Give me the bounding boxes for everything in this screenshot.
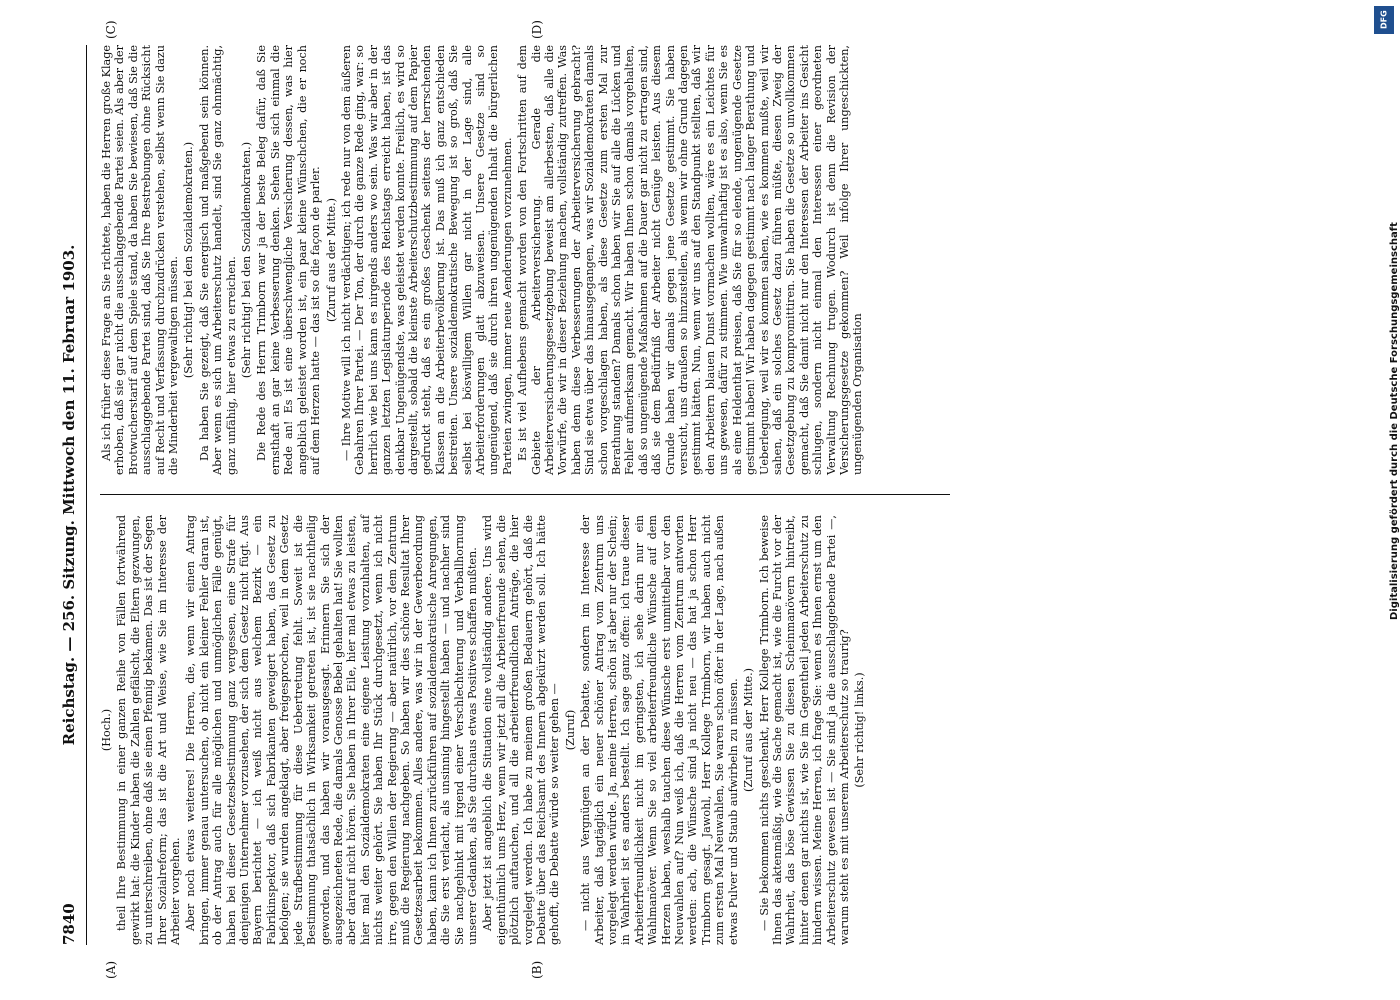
paragraph: — Ihre Motive will ich nicht verdächtigen; ich rede nur von dem äußeren Gebahren Ihrer Partei. — Der Ton, der durch die ganze Rede ging, war: so herrlich wie bei uns kann es nirgends anders wo sein. Was wir aber in der ganzen letzten Legislaturperiode des Reichstags erreicht haben, ist das denkbar Ungenügendste, was geleistet werden konnte. Freilich, es wird so dargestellt, sobald die kleinste Arbeiterschutzbestimmung auf dem Papier gedruckt steht, daß es ein großes Geschenk seitens der herrschenden Klassen an die Arbeiterbevölkerung ist. Das muß ich ganz entschieden bestreiten. Unsere sozialdemokratische Bewegung ist so groß, daß Sie selbst bei böswilligem Willen gar nicht in der Lage sind, alle Arbeiterforderungen glatt abzuweisen. Unsere Gesetze sind so ungenügend, daß sie durch ihren ungenügenden Inhalt die bürgerlichen Parteien zwingen, immer neue Aenderungen vorzunehmen. [339, 45, 514, 475]
paragraph: (Zuruf) [563, 709, 577, 751]
paragraph: theil Ihre Bestimmung in einer ganzen Reihe von Fällen fortwährend gewirkt hat: die Kinder haben die Zahlen gefälscht, die Eltern gezwungen, zu unterschreiben, ohne daß sie einen Pfennig bekamen. Das ist der Segen Ihrer Sozialreform; das ist die Art und Weise, wie Sie im Interesse der Arbeiter vorgehen. [115, 515, 183, 945]
margin-marker-a: (A) [104, 960, 118, 979]
margin-marker-b: (B) [530, 960, 544, 979]
page-content [60, 20, 1300, 979]
paragraph: — Sie bekommen nichts geschenkt, Herr Kollege Trimborn. Ich beweise Ihnen das aktenmäßig, wie die Sache gemacht ist, wie die Furcht vor der Wahrheit, das böse Gewissen Sie zu diesen Scheinmanövern hintreibt, hinter denen gar nichts ist, wie Sie im Gegentheil jeden Arbeiterschutz zu hindern wissen. Meine Herren, ich frage Sie: wenn es Ihnen ernst um den Arbeiterschutz gewesen ist — Sie sind ja die ausschlaggebende Partei —, warum steht es mit unserem Arbeiterschutz so traurig? [757, 515, 851, 945]
credit-text: Digitalisierung gefördert durch die Deutsche Forschungsgemeinschaft [1389, 222, 1400, 620]
page-number: 7840 [60, 903, 78, 945]
paragraph: Die Rede des Herrn Trimborn war ja der beste Beleg dafür, daß Sie ernsthaft an gar keine Verbesserung denken. Sehen Sie sich einmal die Rede an! Es ist eine überschwengliche Versicherung dessen, was hier angeblich geleistet worden ist, ein paar kleine Wünschchen, die er noch auf dem Herzen hatte — das ist so die façon de parler. [255, 45, 323, 475]
margin-marker-d: (D) [530, 20, 544, 39]
paragraph: Als ich früher diese Frage an Sie richtete, haben die Herren große Klage erhoben, daß sie gar nicht die ausschlaggebende Partei seien. Als aber der Brotwucherstarif auf dem Spiele stand, da haben Sie bewiesen, daß Sie die ausschlaggebende Partei sind, daß Sie Ihre Bestrebungen ohne Rücksicht auf Recht und Verfassung durchzudrücken verstehen, selbst wenn Sie dazu die Minderheit vergewaltigen müssen. [100, 45, 181, 475]
running-title: Reichstag. — 256. Sitzung. Mittwoch den 11. Februar 1903. [60, 244, 78, 746]
paragraph: (Hoch.) [100, 708, 113, 752]
margin-marker-c: (C) [104, 20, 118, 39]
paragraph: (Sehr richtig! bei den Sozialdemokraten.) [182, 141, 196, 379]
paragraph: (Sehr richtig! links.) [853, 672, 867, 788]
paragraph: (Zuruf aus der Mitte.) [324, 197, 338, 323]
header-rule [86, 45, 87, 945]
paragraph: Aber noch etwas weiteres! Die Herren, die, wenn wir einen Antrag bringen, immer genau untersuchen, ob nicht ein kleiner Fehler daran ist, ob der Antrag auch für alle möglichen und unmöglichen Fälle genügt, haben bei dieser Gesetzesbestimmung ganz vergessen, eine Strafe für denjenigen Unternehmer vorzusehen, der sich dem Gesetz nicht fügt. Aus Bayern berichtet — ich weiß nicht aus welchem Bezirk — ein Fabrikinspektor, daß sich Fabrikanten geweigert haben, das Gesetz zu befolgen; sie wurden angeklagt, aber freigesprochen, weil in dem Gesetz jede Strafbestimmung für diese Uebertretung fehlt. Soweit ist die Bestimmung thatsächlich in Wirksamkeit getreten ist, ist sie nachtheilig geworden, und das haben wir vorausgesagt. Erinnern Sie sich der ausgezeichneten Rede, die damals Genosse Bebel gehalten hat! Sie wollten aber darauf nicht hören. Sie haben in Ihrer Eile, hier mal etwas zu leisten, hier mal den Sozialdemokraten eine eigene Leistung vorzuhalten, auf nichts weiter gehört. Sie haben Ihr Stück durchgesetzt, wenn ich nicht irre, gegen den Willen der Regierung — aber natürlich, vor dem Zentrum muß die Regierung nachgeben. So haben wir dies schöne Resultat Ihrer Gesetzesarbeit bekommen. Alles andere, was wir in der Gewerbeordnung haben, kann ich Ihnen zurückführen auf sozialdemokratische Anregungen, die Sie erst verlacht, als unsinnig hingestellt haben — und nachher sind Sie nachgehinkt mit irgend einer Verschlechterung und Verballhornung unserer Gedanken, als Sie durchaus etwas Positives schaffen mußten. [184, 515, 479, 945]
running-header [60, 45, 84, 945]
column-rule [100, 494, 950, 495]
paragraph: (Zuruf aus der Mitte.) [742, 667, 756, 793]
paragraph: Es ist viel Aufhebens gemacht worden von den Fortschritten auf dem Gebiete der Arbeiterversicherung. Gerade die Arbeiterversicherungsgesetzgebung beweist am allerbesten, daß alle die Vorwürfe, die wir in dieser Beziehung machen, vollständig zutreffen. Was haben denn diese Verbesserungen der Arbeiterversicherung gebracht? Sind sie etwa über das hinausgegangen, was wir Sozialdemokraten damals schon vorgeschlagen haben, als diese Gesetze zum ersten Mal zur Berathung standen? Damals schon haben wir Sie auf alle die Lücken und Fehler aufmerksam gemacht. Wir haben Ihnen schon damals vorgehalten, daß so ungenügende Maßnahmen auf die Dauer gar nicht zu ertragen sind, daß sie dem Bedürfniß der Arbeiter nicht Genüge leisten. Aus diesem Grunde haben wir damals gegen jene Gesetze gestimmt. Sie haben versucht, uns draußen so hinzustellen, als wenn wir ohne Grund dagegen gestimmt hätten. Nun, wenn wir uns auf den Standpunkt stellten, daß wir den Arbeitern blauen Dunst vormachen wollten, wäre es ein Leichtes für uns gewesen, dafür zu stimmen. Wie unwahrhaftig ist es also, wenn Sie es als eine Heldenthat preisen, daß Sie für so elende, ungenügende Gesetze gestimmt haben! Wir haben dagegen gestimmt nach langer Berathung und Ueberlegung, weil wir es kommen sahen, wie es kommen mußte, weil wir sahen, daß ein solches Gesetz dazu führen müßte, diesen Zweig der Gesetzgebung zu kompromittiren. Sie haben die Gesetze so unvollkommen gemacht, daß Sie damit nicht nur den Interessen der Arbeiter ins Gesicht schlugen, sondern nicht einmal den Interessen einer geordneten Verwaltung Rechnung trugen. Wodurch ist denn die Revision der Versicherungsgesetze gekommen? Weil infolge Ihrer ungeschickten, ungenügenden Organisation [516, 45, 865, 475]
dfg-logo: DFG [1374, 6, 1394, 34]
digitization-credit [1371, 0, 1400, 1000]
paragraph: (Sehr richtig! bei den Sozialdemokraten.) [240, 141, 254, 379]
paragraph: — nicht aus Vergnügen an der Debatte, sondern im Interesse der Arbeiter, daß tagtäglich ein neuer schöner Antrag vom Zentrum uns vorgelegt werden würde. Ja, meine Herren, schön ist aber nur der Schein; in Wahrheit ist es anders bestellt. Ich sage ganz offen: ich traue dieser Arbeiterfreundlichkeit nicht im geringsten, ich sehe darin nur ein Wahlmanöver. Wenn Sie so viel arbeiterfreundliche Wünsche auf dem Herzen haben, weshalb tauchen diese Wünsche erst unmittelbar vor den Neuwahlen auf? Nun weiß ich, daß die Herren vom Zentrum antworten werden: ach, die Wünsche sind ja nicht neu — das hat ja schon Herr Trimborn gesagt. Jawohl, Herr Kollege Trimborn, wir haben auch nicht zum ersten Mal Neuwahlen, Sie waren schon öfter in der Lage, nach außen etwas Pulver und Staub aufwirbeln zu müssen. [579, 515, 740, 945]
paragraph: Da haben Sie gezeigt, daß Sie energisch und maßgebend sein können. Aber wenn es sich um Arbeiterschutz handelt, sind Sie ganz ohnmächtig, ganz unfähig, hier etwas zu erreichen. [197, 45, 238, 475]
paragraph: Aber jetzt ist angeblich die Situation eine vollständig andere. Uns wird eigenthümlich ums Herz, wenn wir jetzt all die Arbeiterfreunde sehen, die plötzlich auftauchen, und all die arbeiterfreundlichen Anträge, die hier vorgelegt werden. Ich habe zu meinem großen Bedauern gehört, daß die Debatte über das Reichsamt des Innern abgekürzt werden soll. Ich hätte gehofft, die Debatte würde so weiter gehen — [481, 515, 562, 945]
left-column [100, 515, 950, 945]
right-column [100, 45, 950, 475]
